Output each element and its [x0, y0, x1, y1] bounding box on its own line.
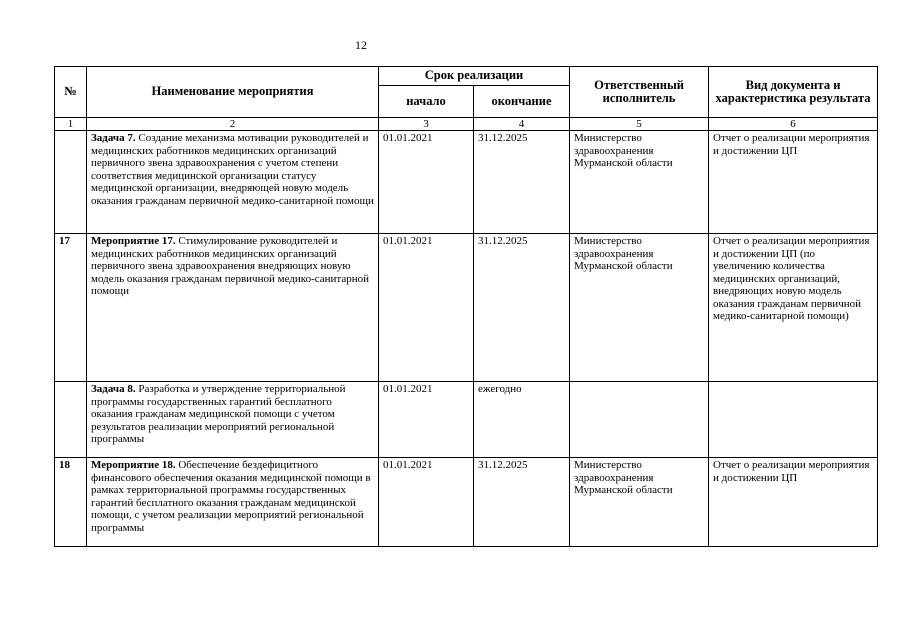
- end-date: 31.12.2025: [474, 234, 570, 382]
- table-row: [55, 458, 878, 547]
- header-document: Вид документа и характеристика результата: [709, 67, 878, 118]
- start-date: 01.01.2021: [379, 234, 474, 382]
- activity-name: [87, 458, 379, 547]
- header-start: начало: [379, 86, 474, 118]
- end-date: ежегодно: [474, 382, 570, 458]
- activity-title: Задача 8.: [91, 383, 136, 395]
- column-number-2: 2: [87, 118, 379, 131]
- column-number-1: 1: [55, 118, 87, 131]
- activity-name: [87, 382, 379, 458]
- table-row: [55, 131, 878, 234]
- column-number-5: 5: [570, 118, 709, 131]
- row-number: [55, 382, 87, 458]
- activity-title: Мероприятие 18.: [91, 459, 176, 471]
- result-document: Отчет о реализации мероприятия и достижении ЦП: [709, 131, 878, 234]
- activity-description: Разработка и утверждение территориальной программы государственных гарантий бесплатного оказания гражданам медицинской помощи с учетом результатов реализации мероприятий региональной программы: [91, 383, 346, 445]
- activity-name: [87, 234, 379, 382]
- activity-name: [87, 131, 379, 234]
- activities-table: [54, 66, 878, 547]
- row-number: 18: [55, 458, 87, 547]
- start-date: 01.01.2021: [379, 131, 474, 234]
- table-row: [55, 234, 878, 382]
- row-number: 17: [55, 234, 87, 382]
- end-date: 31.12.2025: [474, 131, 570, 234]
- responsible-executor: Министерство здравоохранения Мурманской области: [570, 458, 709, 547]
- header-number: №: [55, 67, 87, 118]
- page-number: 12: [355, 38, 367, 52]
- column-number-6: 6: [709, 118, 878, 131]
- responsible-executor: Министерство здравоохранения Мурманской области: [570, 234, 709, 382]
- activity-description: Стимулирование руководителей и медицинских работников медицинских организаций первичного звена здравоохранения внедряющих новую модель оказания гражданам первичной медико-санитарной помощи: [91, 235, 370, 297]
- table-row: [55, 382, 878, 458]
- row-number: [55, 131, 87, 234]
- result-document: Отчет о реализации мероприятия и достижении ЦП: [709, 458, 878, 547]
- responsible-executor: Министерство здравоохранения Мурманской области: [570, 131, 709, 234]
- header-activity-name: Наименование мероприятия: [87, 67, 379, 118]
- header-responsible: Ответственный исполнитель: [570, 67, 709, 118]
- activity-description: Создание механизма мотивации руководителей и медицинских работников медицинских организаций первичного звена здравоохранения с учетом степени соответствия медицинской организации статусу медицинской организации, внедряющей новую модель оказания гражданам первичной медико-санитарной помощи: [91, 132, 374, 207]
- column-number-4: 4: [474, 118, 570, 131]
- activity-title: Мероприятие 17.: [91, 235, 176, 247]
- header-term: Срок реализации: [379, 67, 570, 86]
- start-date: 01.01.2021: [379, 458, 474, 547]
- activity-title: Задача 7.: [91, 132, 136, 144]
- column-number-3: 3: [379, 118, 474, 131]
- responsible-executor: [570, 382, 709, 458]
- activity-description: Обеспечение бездефицитного финансового обеспечения оказания медицинской помощи в рамках территориальной программы государственных гарантий бесплатного оказания гражданам медицинской помощи, с учетом реализации мероприятий региональной программы: [91, 459, 371, 534]
- result-document: Отчет о реализации мероприятия и достижении ЦП (по увеличению количества медицинских организаций, внедряющих новую модель оказания гражданам первичной медико-санитарной помощи): [709, 234, 878, 382]
- result-document: [709, 382, 878, 458]
- end-date: 31.12.2025: [474, 458, 570, 547]
- start-date: 01.01.2021: [379, 382, 474, 458]
- header-end: окончание: [474, 86, 570, 118]
